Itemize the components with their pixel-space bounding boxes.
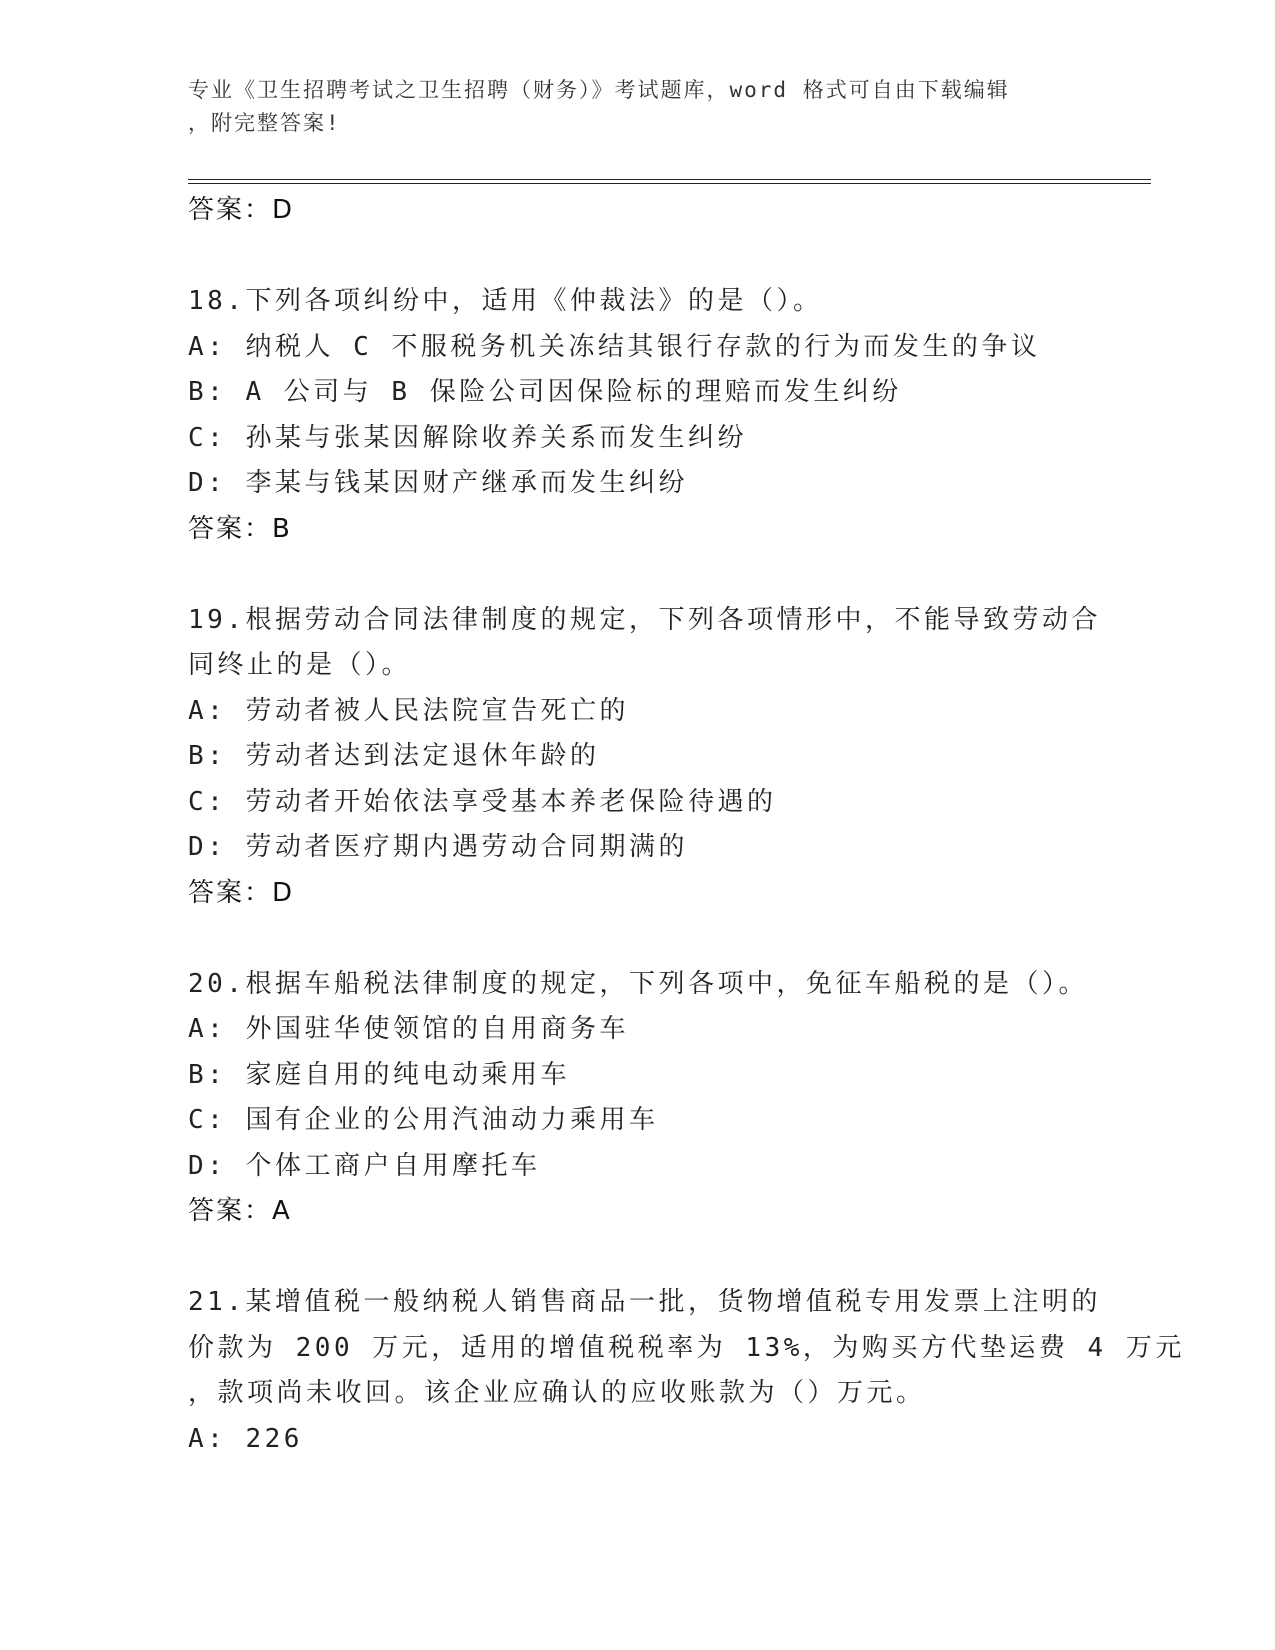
question-20-option-b: B: 家庭自用的纯电动乘用车 [188, 1059, 570, 1090]
question-18-stem: 18.下列各项纠纷中，适用《仲裁法》的是（）。 [188, 286, 823, 316]
question-20-option-d: D: 个体工商户自用摩托车 [188, 1150, 541, 1181]
question-19 [188, 598, 1151, 916]
question-21-stem-line-2: 价款为 200 万元，适用的增值税税率为 13%，为购买方代垫运费 4 万元 [188, 1332, 1185, 1363]
question-21-stem-line-3: ，款项尚未收回。该企业应确认的应收账款为（）万元。 [188, 1378, 926, 1408]
question-21-option-a: A: 226 [188, 1423, 303, 1454]
question-19-option-c: C: 劳动者开始依法享受基本养老保险待遇的 [188, 786, 777, 817]
question-18-answer: 答案：B [188, 513, 292, 544]
question-20-option-c: C: 国有企业的公用汽油动力乘用车 [188, 1105, 659, 1135]
question-19-option-b: B: 劳动者达到法定退休年龄的 [188, 741, 600, 771]
question-18-option-c: C: 孙某与张某因解除收养关系而发生纠纷 [188, 422, 747, 453]
answer-17: 答案：D [188, 195, 295, 225]
question-21 [188, 1280, 1185, 1462]
question-18-option-a: A: 纳税人 C 不服税务机关冻结其银行存款的行为而发生的争议 [188, 331, 1041, 362]
question-20 [188, 962, 1151, 1235]
question-20-answer: 答案：A [188, 1196, 292, 1226]
document-header [188, 74, 1078, 140]
question-list [188, 188, 1185, 1462]
question-20-option-a: A: 外国驻华使领馆的自用商务车 [188, 1014, 629, 1044]
question-19-option-a: A: 劳动者被人民法院宣告死亡的 [188, 695, 629, 726]
question-19-answer: 答案：D [188, 877, 295, 908]
question-18-option-d: D: 李某与钱某因财产继承而发生纠纷 [188, 468, 688, 498]
question-19-stem-line-2: 同终止的是（）。 [188, 650, 412, 680]
header-line-2: ，附完整答案! [188, 111, 341, 135]
question-19-option-d: D: 劳动者医疗期内遇劳动合同期满的 [188, 832, 688, 862]
question-20-stem: 20.根据车船税法律制度的规定，下列各项中，免征车船税的是（）。 [188, 968, 1088, 999]
question-18 [188, 279, 1151, 552]
question-21-stem-line-1: 21.某增值税一般纳税人销售商品一批，货物增值税专用发票上注明的 [188, 1287, 1101, 1317]
question-18-option-b: B: A 公司与 B 保险公司因保险标的理赔而发生纠纷 [188, 377, 902, 407]
question-19-stem-line-1: 19.根据劳动合同法律制度的规定，下列各项情形中，不能导致劳动合 [188, 604, 1101, 635]
header-line-1: 专业《卫生招聘考试之卫生招聘（财务）》考试题库，word 格式可自由下载编辑 [188, 78, 1010, 102]
header-rule-top [188, 179, 1151, 180]
header-rule-bottom [188, 183, 1151, 184]
